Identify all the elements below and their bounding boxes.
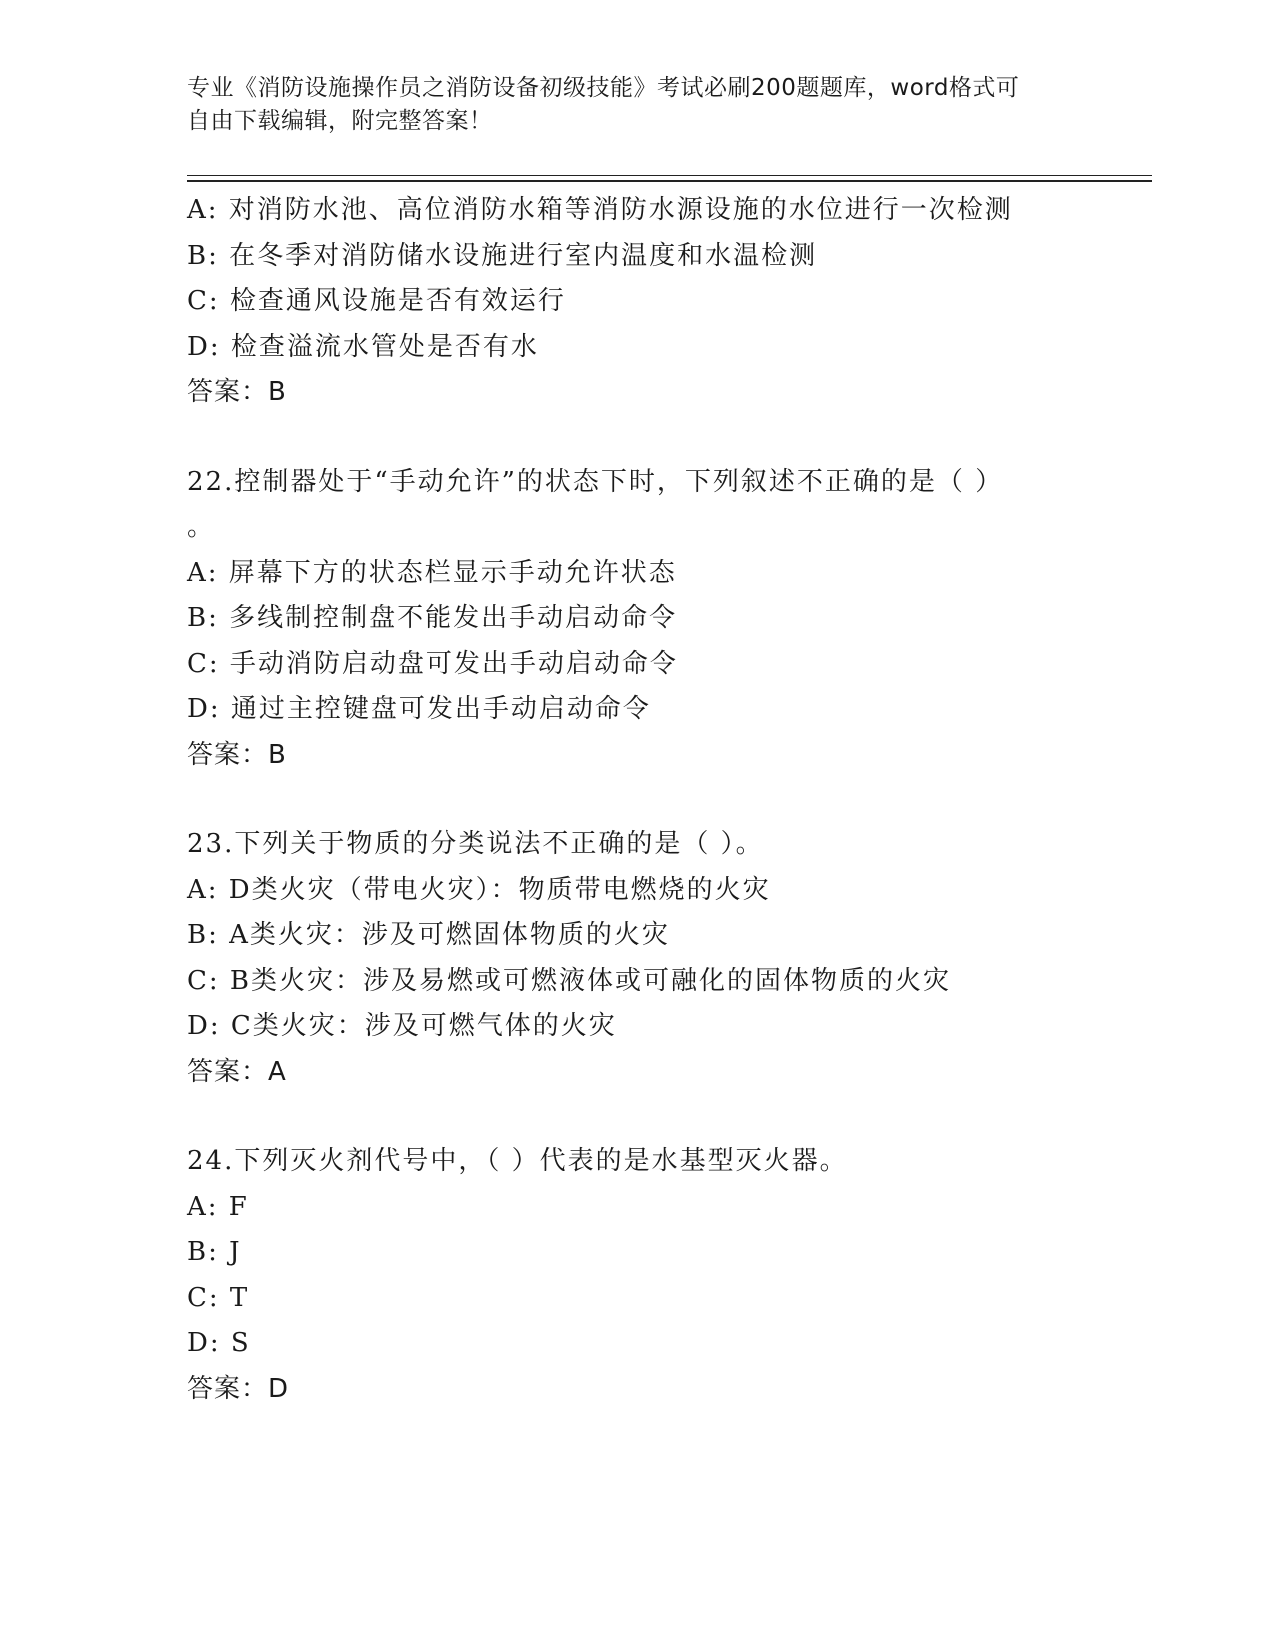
- question-22: [187, 460, 1147, 779]
- spacer: [187, 778, 1147, 822]
- option-b: B: J: [187, 1237, 242, 1267]
- question-23: [187, 822, 1147, 1095]
- question-21: [187, 188, 1147, 416]
- option-c: C: 检查通风设施是否有效运行: [187, 286, 566, 316]
- document-header: [187, 72, 1067, 138]
- question-stem-continuation: 。: [187, 512, 216, 542]
- question-stem: 24.下列灭火剂代号中，（ ）代表的是水基型灭火器。: [187, 1146, 848, 1176]
- answer: 答案：B: [187, 739, 287, 770]
- option-a: A: D类火灾（带电火灾）：物质带电燃烧的火灾: [187, 874, 771, 905]
- header-line-1: 专业《消防设施操作员之消防设备初级技能》考试必刷200题题库，word格式可: [187, 75, 1020, 101]
- answer: 答案：B: [187, 377, 287, 407]
- answer: 答案：D: [187, 1373, 290, 1404]
- option-d: D: S: [187, 1328, 251, 1358]
- answer: 答案：A: [187, 1056, 287, 1087]
- option-b: B: 在冬季对消防储水设施进行室内温度和水温检测: [187, 240, 818, 271]
- option-d: D: C类火灾：涉及可燃气体的火灾: [187, 1011, 617, 1041]
- question-stem: 23.下列关于物质的分类说法不正确的是（ ）。: [187, 829, 764, 859]
- header-divider-thick: [187, 180, 1152, 182]
- option-c: C: 手动消防启动盘可发出手动启动命令: [187, 648, 678, 679]
- option-c: C: B类火灾：涉及易燃或可燃液体或可融化的固体物质的火灾: [187, 965, 952, 996]
- question-24: [187, 1139, 1147, 1412]
- option-a: A: 屏幕下方的状态栏显示手动允许状态: [187, 557, 677, 588]
- option-d: D: 检查溢流水管处是否有水: [187, 331, 539, 362]
- question-stem: 22.控制器处于“手动允许”的状态下时，下列叙述不正确的是（ ）: [187, 466, 1004, 497]
- question-list: [187, 188, 1147, 1412]
- header-divider-thin: [187, 175, 1152, 176]
- option-d: D: 通过主控键盘可发出手动启动命令: [187, 694, 651, 724]
- option-b: B: A类火灾：涉及可燃固体物质的火灾: [187, 920, 670, 950]
- spacer: [187, 416, 1147, 460]
- option-c: C: T: [187, 1282, 250, 1313]
- option-a: A: F: [187, 1191, 249, 1222]
- option-b: B: 多线制控制盘不能发出手动启动命令: [187, 603, 678, 633]
- header-line-2: 自由下载编辑，附完整答案！: [187, 108, 493, 134]
- spacer: [187, 1095, 1147, 1139]
- option-a: A: 对消防水池、高位消防水箱等消防水源设施的水位进行一次检测: [187, 195, 1013, 225]
